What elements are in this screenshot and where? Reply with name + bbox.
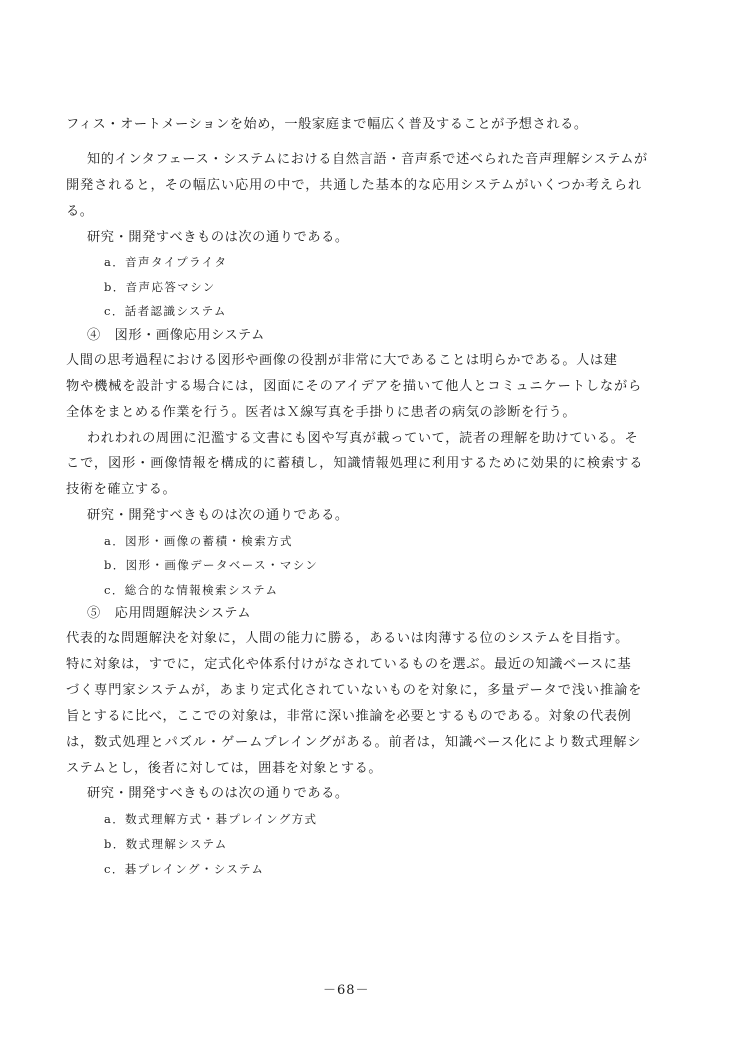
list-item: c．碁プレイング・システム <box>104 862 265 876</box>
list-item: a．数式理解方式・碁プレイング方式 <box>104 812 318 826</box>
text-line: ステムとし，後者に対しては，囲碁を対象とする。 <box>66 761 383 776</box>
text-line: 研究・開発すべきものは次の通りである。 <box>87 230 349 245</box>
text-line: 人間の思考過程における図形や画像の役割が非常に大であることは明らかである。人は建 <box>66 353 618 368</box>
section-heading: ⑤ 応用問題解決システム <box>87 606 252 621</box>
text-line: 技術を確立する。 <box>66 482 177 497</box>
text-line: 研究・開発すべきものは次の通りである。 <box>87 786 349 801</box>
text-line: 代表的な問題解決を対象に，人間の能力に勝る，あるいは肉薄する位のシステムを目指す。 <box>66 631 629 646</box>
list-item: a．図形・画像の蓄積・検索方式 <box>104 534 293 548</box>
text-line: づく専門家システムが，あまり定式化されていないものを対象に，多量データで浅い推論を <box>66 683 643 698</box>
list-item: a．音声タイプライタ <box>104 255 228 269</box>
text-line: 物や機械を設計する場合には，図面にそのアイデアを描いて他人とコミュニケートしながら <box>66 379 643 394</box>
text-line: われわれの周囲に氾濫する文書にも図や写真が載っていて，読者の理解を助けている。そ <box>87 431 639 446</box>
list-item: b．図形・画像データベース・マシン <box>104 558 319 572</box>
text-line: こで，図形・画像情報を構成的に蓄積し，知識情報処理に利用するために効果的に検索する <box>66 456 644 471</box>
list-item: b．音声応答マシン <box>104 280 216 294</box>
text-line: る。 <box>66 204 94 219</box>
text-line: 知的インタフェース・システムにおける自然言語・音声系で述べられた音声理解システムが <box>87 152 648 167</box>
text-line: 開発されると，その幅広い応用の中で，共通した基本的な応用システムがいくつか考えられ <box>66 178 642 193</box>
list-item: b．数式理解システム <box>104 837 228 851</box>
text-line: は，数式処理とパズル・ゲームプレイングがある。前者は，知識ベース化により数式理解シ <box>66 735 642 750</box>
text-line: 特に対象は，すでに，定式化や体系付けがなされているものを選ぶ。最近の知識ベースに基 <box>66 657 632 672</box>
text-line: 全体をまとめる作業を行う。医者はＸ線写真を手掛りに患者の病気の診断を行う。 <box>66 405 577 420</box>
text-line: フィス・オートメーションを始め，一般家庭まで幅広く普及することが予想される。 <box>66 117 588 132</box>
section-heading: ④ 図形・画像応用システム <box>87 328 265 343</box>
text-line: 旨とするに比べ，ここでの対象は，非常に深い推論を必要とするものである。対象の代表例 <box>66 709 632 724</box>
page-number: －68－ <box>323 983 370 998</box>
text-line: 研究・開発すべきものは次の通りである。 <box>87 508 349 523</box>
list-item: c．話者認識システム <box>104 304 227 318</box>
list-item: c．総合的な情報検索システム <box>104 583 279 597</box>
